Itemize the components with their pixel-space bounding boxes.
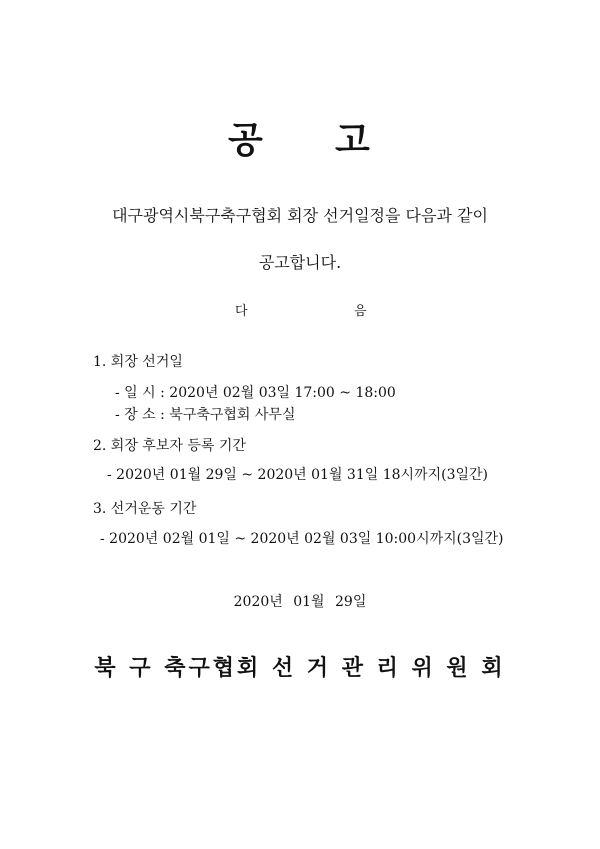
title-char-2: 고 [335,119,370,161]
committee-name: 북 구 축구협회 선 거 관 리 위 원 회 [94,655,506,681]
notice-date: 2020년 01월 29일 [233,594,367,610]
intro-line-1: 대구광역시북구축구협회 회장 선거일정을 다음과 같이 [112,206,488,225]
separator-char-2: 음 [354,304,367,319]
section-2-heading: 2. 회장 후보자 등록 기간 [93,438,246,454]
section-2-period: - 2020년 01월 29일 ~ 2020년 01월 31일 18시까지(3일간) [107,467,488,483]
title-char-1: 공 [228,119,263,161]
section-1-heading: 1. 회장 선거일 [93,354,183,370]
section-1-datetime: - 일 시 : 2020년 02월 03일 17:00 ~ 18:00 [115,385,396,401]
section-3-period: - 2020년 02월 01일 ~ 2020년 02월 03일 10:00시까지(3일간) [100,531,504,547]
section-3-heading: 3. 선거운동 기간 [93,501,197,517]
separator-char-1: 다 [235,304,248,319]
intro-line-2: 공고합니다. [258,253,342,272]
section-1-location: - 장 소 : 북구축구협회 사무실 [115,407,296,423]
